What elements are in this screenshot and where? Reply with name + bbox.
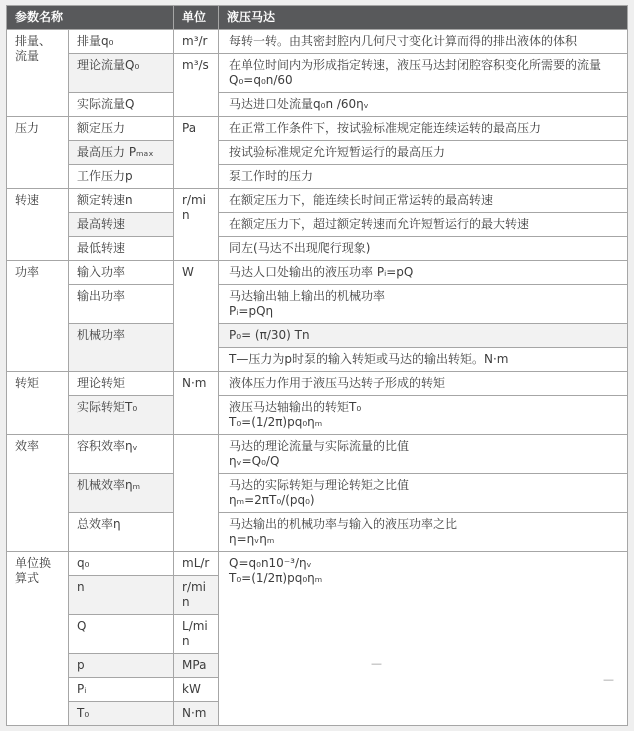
group-label: 功率	[7, 261, 69, 372]
group-label: 转矩	[7, 372, 69, 435]
unit-value: kW	[174, 678, 219, 702]
param-name: Pᵢ	[69, 678, 174, 702]
description-line: η=ηᵥηₘ	[229, 532, 275, 546]
description-line: 液压马达轴输出的转矩T₀	[229, 400, 362, 414]
hydraulic-motor-parameter-table	[6, 5, 628, 726]
param-name: 机械功率	[69, 324, 174, 372]
param-name: q₀	[69, 552, 174, 576]
param-name: 额定转速n	[69, 189, 174, 213]
description	[219, 513, 628, 552]
group-label: 压力	[7, 117, 69, 189]
description-line: 马达的理论流量与实际流量的比值	[229, 439, 410, 453]
header-unit: 单位	[174, 6, 219, 30]
description	[219, 117, 628, 141]
description	[219, 93, 628, 117]
description	[219, 141, 628, 165]
description	[219, 261, 628, 285]
description	[219, 372, 628, 396]
param-name: 理论转矩	[69, 372, 174, 396]
group-label: 排量、流量	[7, 30, 69, 117]
description-line: ηᵥ=Q₀/Q	[229, 454, 280, 468]
table-row	[7, 474, 628, 513]
group-label: 转速	[7, 189, 69, 261]
description-line: 泵工作时的压力	[229, 169, 314, 183]
unit-value: MPa	[174, 654, 219, 678]
description-line: ηₘ=2πT₀/(pq₀)	[229, 493, 315, 507]
description	[219, 54, 628, 93]
description	[219, 348, 628, 372]
unit-value: m³/s	[174, 54, 219, 117]
description	[219, 189, 628, 213]
description	[219, 324, 628, 348]
table-row	[7, 513, 628, 552]
header-row	[7, 6, 628, 30]
table-row	[7, 396, 628, 435]
param-name: 最高压力 Pₘₐₓ	[69, 141, 174, 165]
param-name: 总效率η	[69, 513, 174, 552]
unit-value	[174, 435, 219, 552]
description-line: 在额定压力下，能连续长时间正常运转的最高转速	[229, 193, 494, 207]
description-line: T₀=(1/2π)pq₀ηₘ	[229, 571, 323, 585]
table-row	[7, 435, 628, 474]
table-row	[7, 30, 628, 54]
unit-value: W	[174, 261, 219, 372]
description-line: Q=q₀n10⁻³/ηᵥ	[229, 556, 312, 570]
stray-mark: —	[603, 673, 615, 686]
param-name: 排量q₀	[69, 30, 174, 54]
param-name: T₀	[69, 702, 174, 726]
description-line: 马达进口处流量q₀n /60ηᵥ	[229, 97, 369, 111]
description-line: Pᵢ=pQη	[229, 304, 274, 318]
description-line: 马达输出的机械功率与输入的液压功率之比	[229, 517, 458, 531]
param-name: 容积效率ηᵥ	[69, 435, 174, 474]
description-line: P₀= (π/30) Tn	[229, 328, 310, 342]
description-line: 马达输出轴上输出的机械功率	[229, 289, 386, 303]
param-name: 机械效率ηₘ	[69, 474, 174, 513]
unit-value: m³/r	[174, 30, 219, 54]
table-row	[7, 54, 628, 93]
description	[219, 285, 628, 324]
description	[219, 435, 628, 474]
param-name: 最低转速	[69, 237, 174, 261]
description	[219, 30, 628, 54]
unit-value: mL/r	[174, 552, 219, 576]
param-name: Q	[69, 615, 174, 654]
description-line: 同左(马达不出现爬行现象)	[229, 241, 371, 255]
description-line: T—压力为p时泵的输入转矩或马达的输出转矩。N·m	[229, 352, 509, 366]
description-line: Q₀=q₀n/60	[229, 73, 293, 87]
unit-value: r/min	[174, 576, 219, 615]
description-line: 在单位时间内为形成指定转速，液压马达封闭腔容积变化所需要的流量	[229, 58, 602, 72]
description	[219, 474, 628, 513]
param-name: 输出功率	[69, 285, 174, 324]
description-line: 马达的实际转矩与理论转矩之比值	[229, 478, 410, 492]
description	[219, 213, 628, 237]
param-name: 输入功率	[69, 261, 174, 285]
description	[219, 165, 628, 189]
unit-value: N·m	[174, 372, 219, 435]
description-line: 按试验标准规定允许短暂运行的最高压力	[229, 145, 446, 159]
header-subject: 液压马达	[219, 6, 628, 30]
table-row	[7, 165, 628, 189]
param-name: 实际转矩T₀	[69, 396, 174, 435]
table-row	[7, 324, 628, 348]
param-name: p	[69, 654, 174, 678]
unit-value: Pa	[174, 117, 219, 189]
table-header	[7, 6, 628, 30]
description-line: T₀=(1/2π)pq₀ηₘ	[229, 415, 323, 429]
description-line: 在额定压力下，超过额定转速而允许短暂运行的最大转速	[229, 217, 530, 231]
unit-value: r/min	[174, 189, 219, 261]
table-row	[7, 141, 628, 165]
table-row	[7, 285, 628, 324]
param-name: 额定压力	[69, 117, 174, 141]
description	[219, 237, 628, 261]
group-label: 单位换算式	[7, 552, 69, 726]
param-name: 最高转速	[69, 213, 174, 237]
description	[219, 396, 628, 435]
table-row	[7, 189, 628, 213]
description-line: 在正常工作条件下，按试验标准规定能连续运转的最高压力	[229, 121, 542, 135]
header-parameter-name: 参数名称	[7, 6, 174, 30]
table-body	[7, 30, 628, 726]
table-row	[7, 552, 628, 576]
stray-mark: —	[371, 657, 383, 670]
table-row	[7, 261, 628, 285]
table-row	[7, 93, 628, 117]
unit-value: L/min	[174, 615, 219, 654]
group-label: 效率	[7, 435, 69, 552]
description	[219, 552, 628, 726]
table-row	[7, 237, 628, 261]
param-name: n	[69, 576, 174, 615]
table-row	[7, 213, 628, 237]
table-row	[7, 117, 628, 141]
unit-value: N·m	[174, 702, 219, 726]
param-name: 工作压力p	[69, 165, 174, 189]
description-line: 每转一转。由其密封腔内几何尺寸变化计算而得的排出液体的体积	[229, 34, 578, 48]
table-row	[7, 372, 628, 396]
param-name: 理论流量Q₀	[69, 54, 174, 93]
param-name: 实际流量Q	[69, 93, 174, 117]
description-line: 马达人口处输出的液压功率 Pᵢ=pQ	[229, 265, 414, 279]
description-line: 液体压力作用于液压马达转子形成的转矩	[229, 376, 446, 390]
